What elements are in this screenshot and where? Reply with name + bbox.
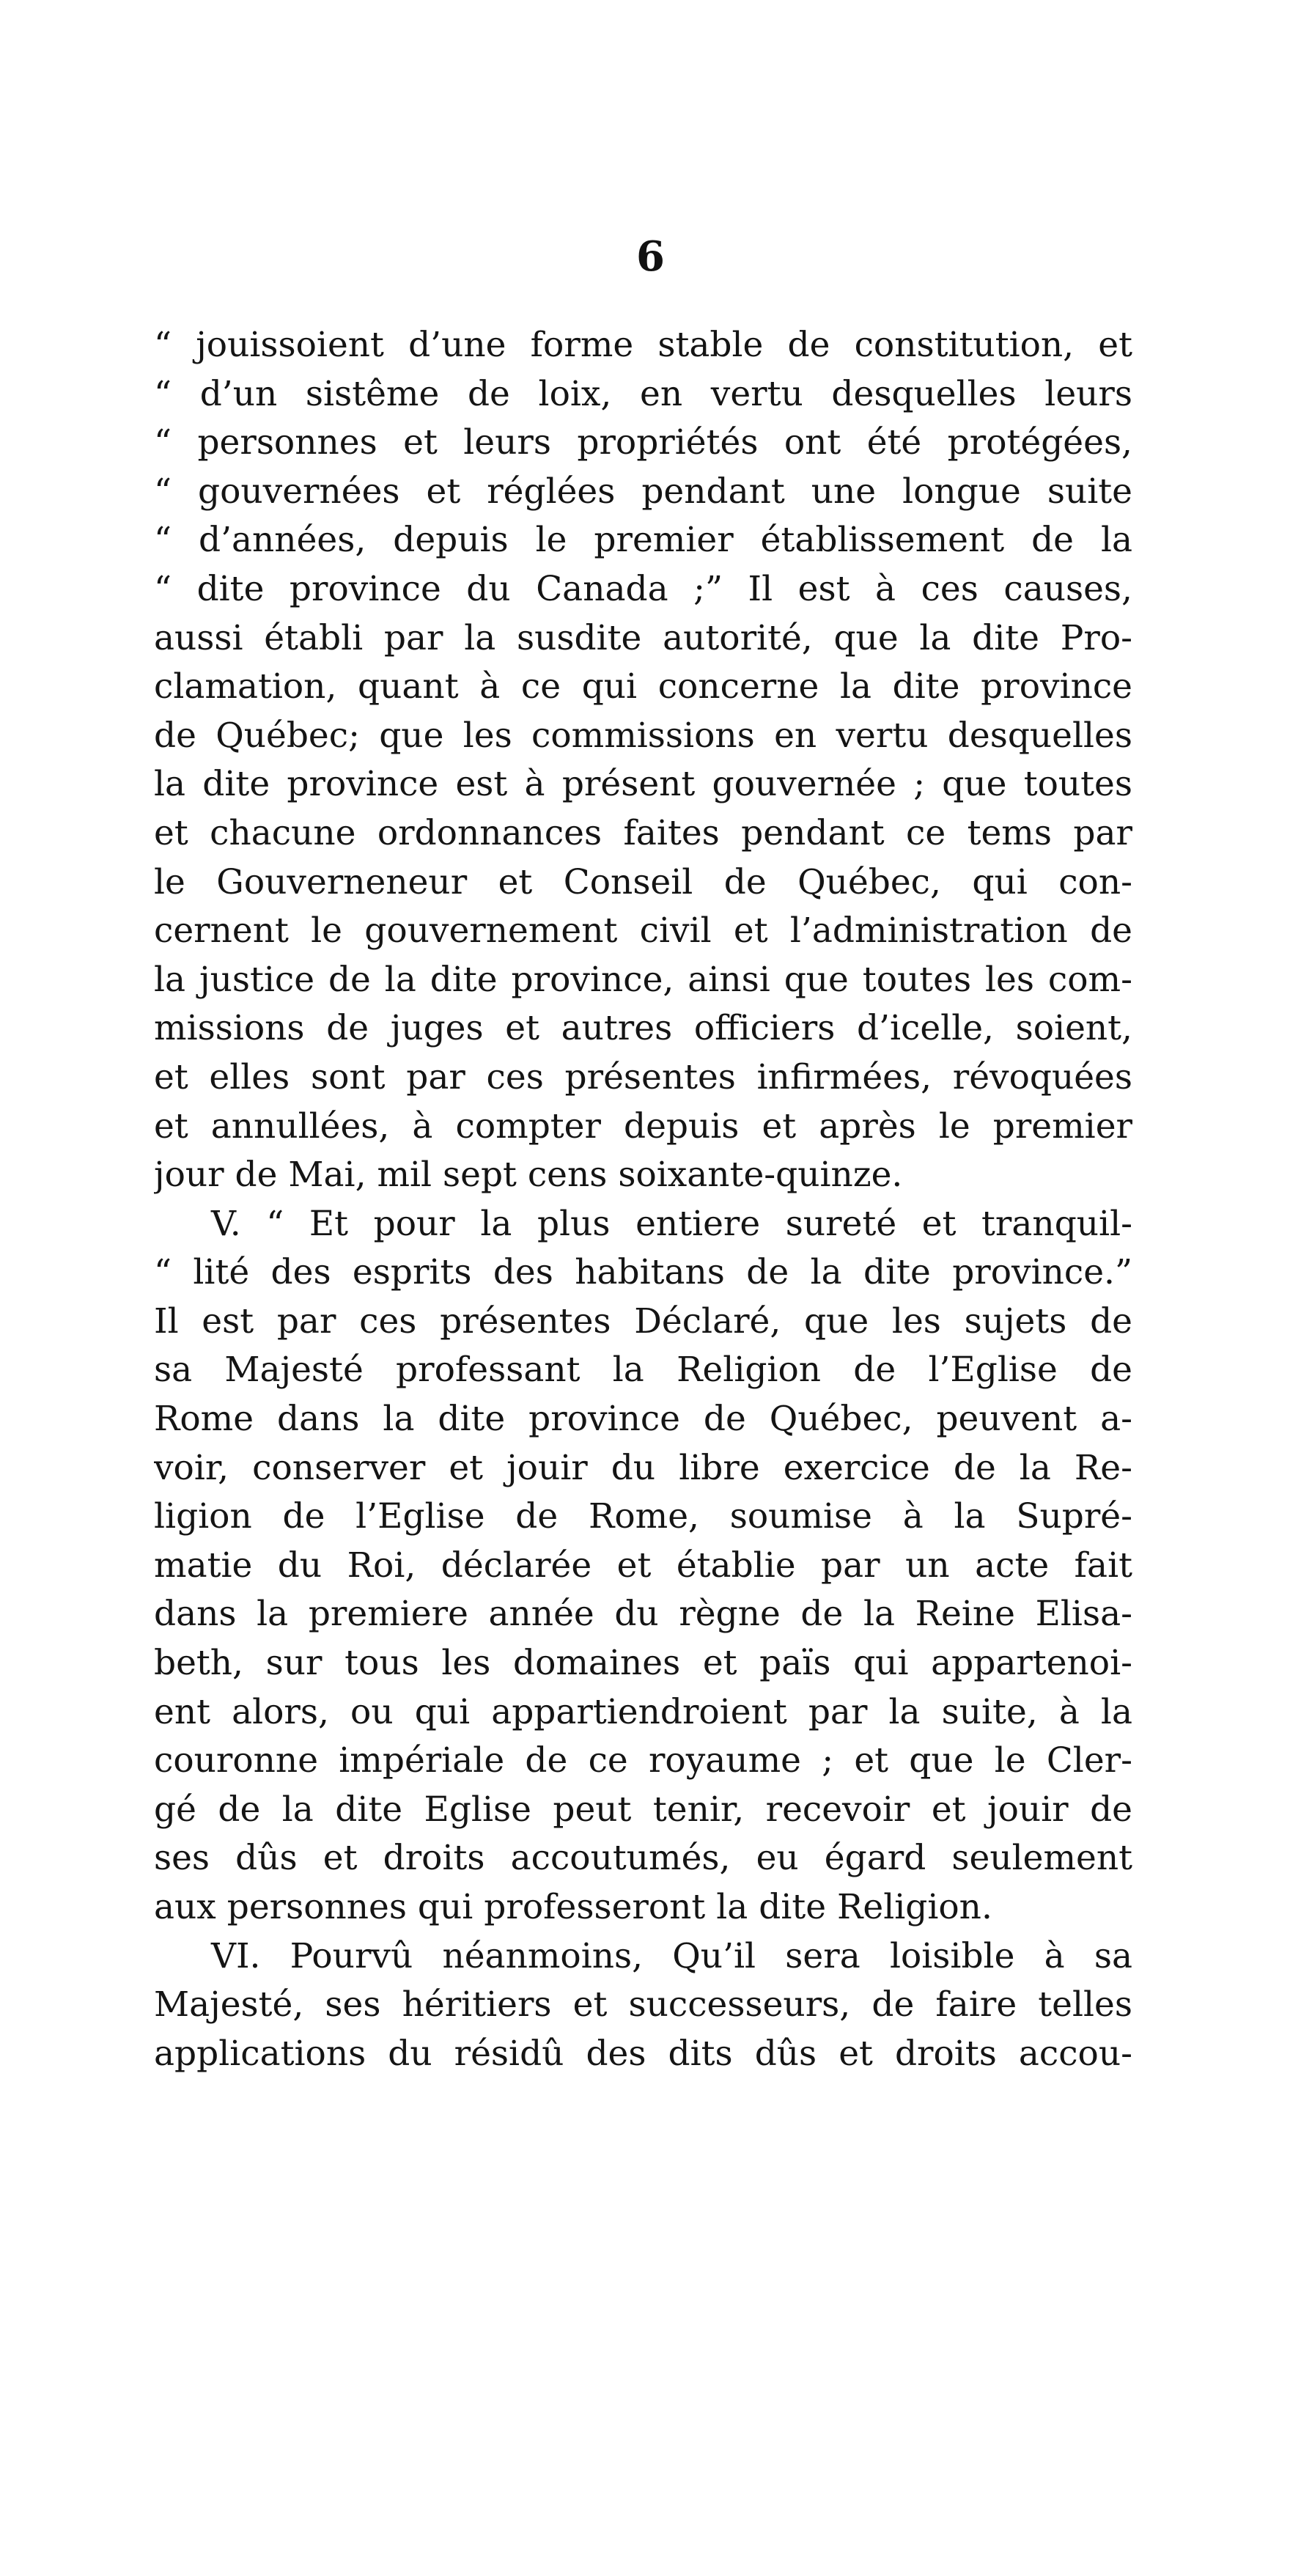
text-line: ent alors, ou qui appartiendroient par la suite, à la xyxy=(154,1691,1132,1732)
text-line-paragraph-end: jour de Mai, mil sept cens soixante-quinze. xyxy=(154,1155,903,1196)
page-number: 6 xyxy=(636,232,665,281)
section-v-start: V. “ Et pour la plus entiere sureté et tranquil- xyxy=(211,1203,1132,1244)
text-line: “ gouvernées et réglées pendant une longue suite xyxy=(154,471,1132,512)
text-line: la dite province est à présent gouvernée ; que toutes xyxy=(154,764,1132,805)
text-line: clamation, quant à ce qui concerne la dite province xyxy=(154,666,1132,707)
text-line: voir, conserver et jouir du libre exercice de la Re- xyxy=(154,1447,1132,1488)
text-line: Il est par ces présentes Déclaré, que les sujets de xyxy=(154,1300,1132,1342)
text-line: beth, sur tous les domaines et païs qui appartenoi- xyxy=(154,1643,1132,1684)
text-line: missions de juges et autres officiers d’icelle, soient, xyxy=(154,1008,1132,1049)
text-line: dans la premiere année du règne de la Reine Elisa- xyxy=(154,1594,1132,1635)
text-line: couronne impériale de ce royaume ; et que le Cler- xyxy=(154,1740,1132,1781)
text-line: le Gouverneneur et Conseil de Québec, qui con- xyxy=(154,861,1132,902)
text-line: ligion de l’Eglise de Rome, soumise à la Supré- xyxy=(154,1496,1132,1537)
text-line: sa Majesté professant la Religion de l’Eglise de xyxy=(154,1350,1132,1391)
page-body-text xyxy=(154,321,1132,2078)
text-line: “ lité des esprits des habitans de la dite province.” xyxy=(154,1252,1132,1293)
text-line: gé de la dite Eglise peut tenir, recevoir et jouir de xyxy=(154,1789,1132,1830)
text-line: de Québec; que les commissions en vertu desquelles xyxy=(154,715,1132,756)
text-line: “ dite province du Canada ;” Il est à ces causes, xyxy=(154,568,1132,609)
text-line: et annullées, à compter depuis et après le premier xyxy=(154,1105,1132,1147)
text-line: applications du résidû des dits dûs et droits accou- xyxy=(154,2033,1132,2074)
text-line: “ d’un sistême de loix, en vertu desquelles leurs xyxy=(154,373,1132,414)
text-line: “ personnes et leurs propriétés ont été protégées, xyxy=(154,422,1132,463)
text-line: et chacune ordonnances faites pendant ce tems par xyxy=(154,812,1132,853)
text-line: et elles sont par ces présentes infirmées, révoquées xyxy=(154,1056,1132,1097)
text-line: ses dûs et droits accoutumés, eu égard seulement xyxy=(154,1838,1132,1879)
text-line: Majesté, ses héritiers et successeurs, de faire telles xyxy=(154,1984,1132,2025)
text-line: Rome dans la dite province de Québec, peuvent a- xyxy=(154,1399,1132,1440)
text-line: matie du Roi, déclarée et établie par un acte fait xyxy=(154,1545,1132,1586)
text-line: la justice de la dite province, ainsi que toutes les com- xyxy=(154,959,1132,1000)
section-vi-start: VI. Pourvû néanmoins, Qu’il sera loisible à sa xyxy=(211,1935,1132,1976)
text-line: “ jouissoient d’une forme stable de constitution, et xyxy=(154,325,1132,365)
text-line: “ d’années, depuis le premier établissement de la xyxy=(154,520,1132,561)
text-line: cernent le gouvernement civil et l’administration de xyxy=(154,910,1132,952)
text-line: aussi établi par la susdite autorité, que la dite Pro- xyxy=(154,617,1132,658)
text-line-paragraph-end: aux personnes qui professeront la dite Religion. xyxy=(154,1887,992,1927)
